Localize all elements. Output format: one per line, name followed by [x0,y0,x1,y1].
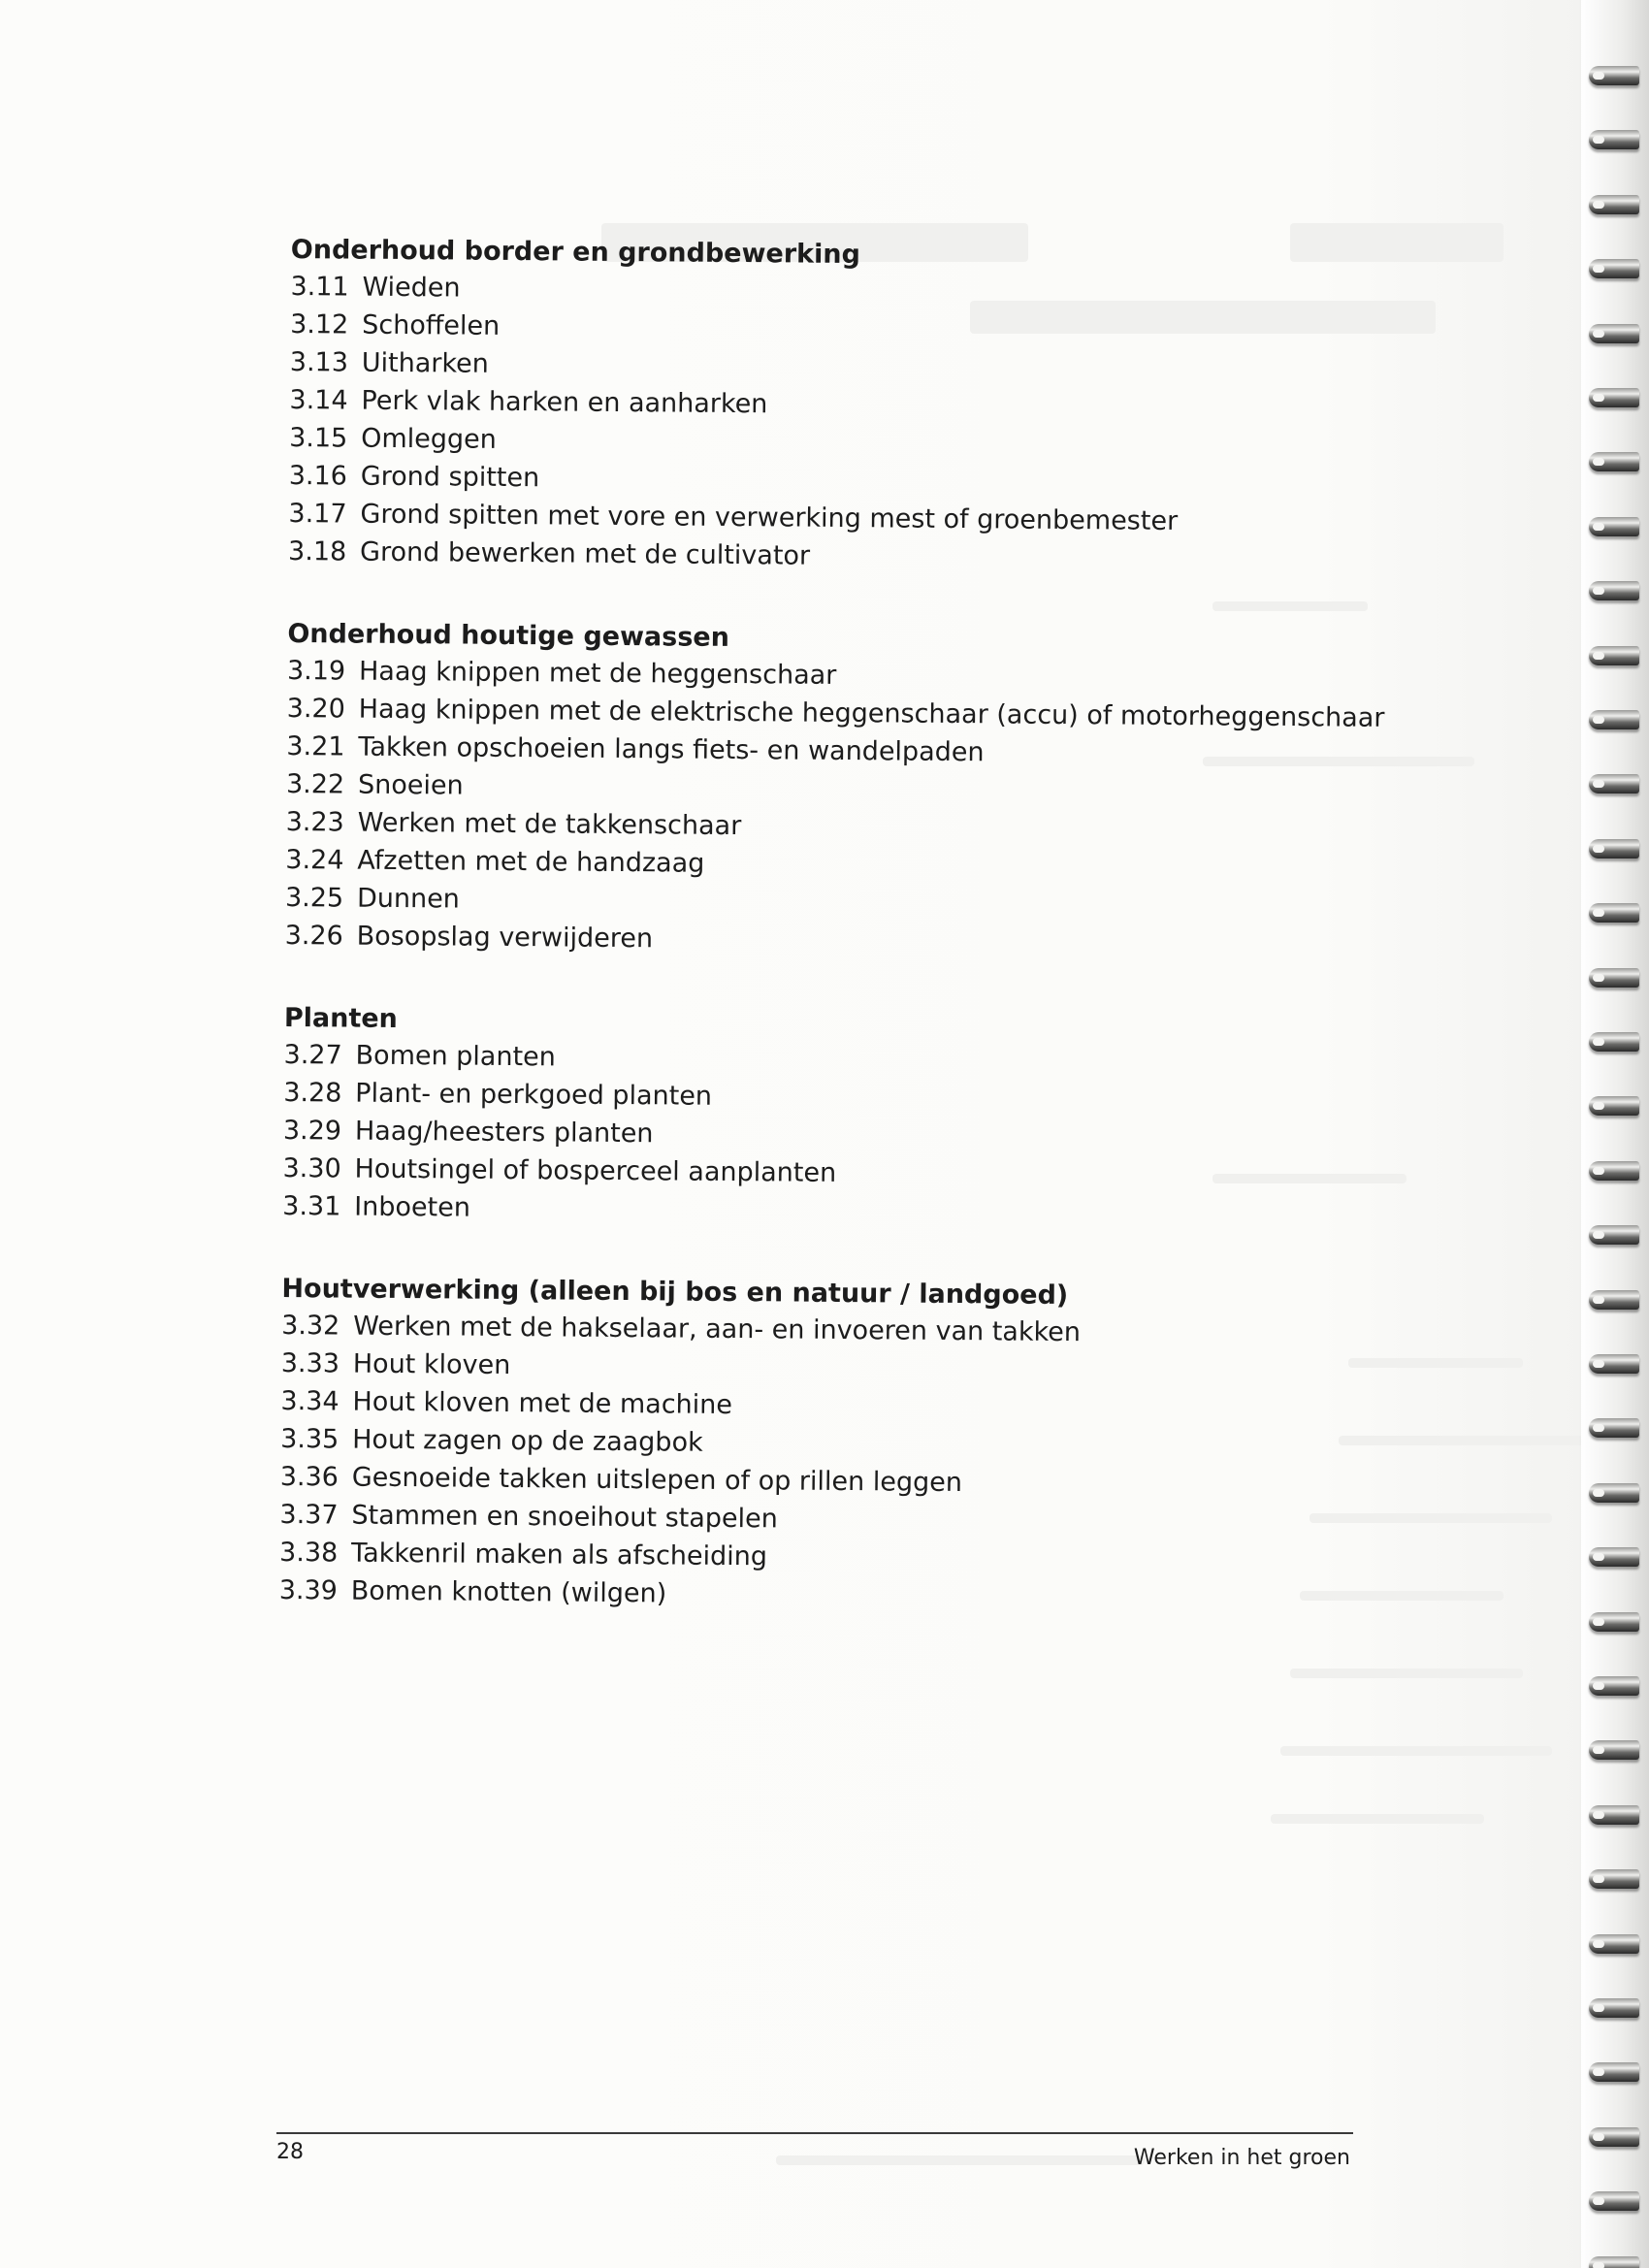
binding-ring [1589,1483,1639,1503]
section [282,1001,1361,1235]
binding-ring [1589,2191,1639,2211]
section-title: Houtverwerking (alleen bij bos en natuur / landgoed) [281,1273,1069,1312]
binding-ring [1589,903,1639,923]
list-item [285,917,1362,964]
binding-ring [1589,1225,1639,1245]
section-title: Onderhoud houtige gewassen [287,618,730,653]
item-number: 3.35 [280,1423,340,1455]
footer-book-title: Werken in het groen [1133,2146,1350,2170]
item-text: Grond bewerken met de cultivator [359,536,811,571]
item-text: Uitharken [361,347,489,379]
item-text: Werken met de hakselaar, aan- en invoeren van takken [353,1311,1082,1348]
item-text: Grond spitten met vore en verwerking mest of groenbemester [360,499,1179,536]
list-item [279,1571,1356,1619]
item-text: Schoffelen [362,309,501,341]
bleed-through-line [1271,1814,1484,1824]
binding-ring [1589,388,1639,407]
item-text: Stammen en snoeihout stapelen [351,1500,778,1535]
binding-ring [1589,324,1639,343]
item-number: 3.14 [289,384,348,416]
list-item [288,533,1365,580]
item-text: Omleggen [361,423,497,455]
bleed-through-line [1339,1436,1591,1445]
item-number: 3.26 [284,920,343,952]
bleed-through-line [1348,1358,1523,1368]
item-text: Perk vlak harken en aanharken [361,385,768,420]
item-number: 3.30 [282,1152,341,1184]
item-text: Hout kloven met de machine [352,1386,733,1421]
binding-ring [1589,710,1639,729]
item-number: 3.28 [283,1077,342,1109]
item-number: 3.22 [285,768,345,800]
item-number: 3.12 [290,308,349,340]
section-title: Onderhoud border en grondbewerking [290,234,861,271]
item-number: 3.31 [282,1190,341,1222]
item-text: Dunnen [356,883,461,915]
binding-ring [1589,1418,1639,1438]
item-number: 3.36 [279,1461,340,1493]
list-item [282,1187,1359,1235]
item-number: 3.33 [280,1347,340,1379]
item-text: Haag/heesters planten [354,1116,654,1150]
item-number: 3.19 [286,655,346,687]
item-number: 3.38 [278,1537,339,1569]
item-number: 3.17 [288,498,347,530]
item-text: Wieden [362,272,461,304]
item-text: Gesnoeide takken uitslepen of op rillen leggen [351,1462,963,1499]
binding-ring [1589,1290,1639,1310]
item-text: Houtsingel of bosperceel aanplanten [354,1153,837,1188]
item-text: Grond spitten [360,461,540,494]
item-number: 3.37 [279,1499,339,1531]
section [288,233,1368,580]
binding-ring [1589,1096,1639,1116]
item-text: Haag knippen met de heggenschaar [358,656,837,691]
section-title: Planten [283,1002,399,1034]
binding-ring [1589,774,1639,794]
page-number: 28 [276,2140,304,2164]
item-number: 3.23 [285,806,344,838]
binding-ring [1589,1740,1639,1760]
binding-ring [1589,646,1639,665]
binding-ring [1589,1998,1639,2018]
binding-ring [1589,581,1639,600]
binding-ring [1589,2127,1639,2147]
item-number: 3.27 [283,1039,342,1071]
binding-ring [1589,2256,1639,2268]
section [284,617,1385,964]
item-number: 3.39 [278,1574,339,1606]
spiral-binding [1581,0,1649,2268]
item-text: Snoeien [357,769,464,801]
item-number: 3.21 [286,730,345,762]
binding-ring [1589,452,1639,471]
footer-divider [276,2132,1353,2134]
item-text: Bosopslag verwijderen [356,921,654,955]
bleed-through-line [776,2155,1145,2165]
item-text: Takken opschoeien langs fiets- en wandelpaden [358,731,985,768]
item-number: 3.16 [288,460,348,492]
item-text: Hout zagen op de zaagbok [352,1424,703,1458]
item-number: 3.15 [289,422,348,454]
binding-ring [1589,1934,1639,1954]
binding-ring [1589,2062,1639,2082]
section [279,1272,1359,1619]
item-number: 3.13 [289,346,349,378]
binding-ring [1589,195,1639,214]
bleed-through-line [1280,1746,1552,1756]
binding-ring [1589,839,1639,859]
binding-ring [1589,1161,1639,1181]
item-text: Inboeten [354,1191,471,1223]
item-number: 3.32 [281,1310,340,1342]
binding-ring [1589,1032,1639,1052]
binding-ring [1589,1547,1639,1567]
item-text: Plant- en perkgoed planten [355,1078,713,1112]
activity-list [278,233,1385,1666]
bleed-through-line [1290,1669,1523,1678]
binding-ring [1589,1354,1639,1374]
item-number: 3.34 [280,1385,340,1417]
binding-ring [1589,1869,1639,1889]
item-number: 3.25 [284,882,344,914]
binding-ring [1589,517,1639,536]
item-number: 3.29 [282,1115,342,1147]
binding-ring [1589,1805,1639,1825]
binding-ring [1589,259,1639,278]
item-number: 3.18 [287,535,347,567]
item-number: 3.11 [290,271,349,303]
item-text: Bomen planten [355,1040,556,1073]
item-text: Afzetten met de handzaag [357,845,705,879]
binding-ring [1589,1612,1639,1632]
binding-ring [1589,1676,1639,1696]
item-number: 3.24 [285,844,344,876]
item-number: 3.20 [286,693,345,725]
item-text: Bomen knotten (wilgen) [350,1575,667,1609]
binding-ring [1589,968,1639,988]
item-text: Hout kloven [352,1348,511,1381]
item-text: Werken met de takkenschaar [357,807,742,842]
binding-ring [1589,130,1639,149]
binding-ring [1589,66,1639,85]
item-text: Takkenril maken als afscheiding [350,1538,768,1572]
item-text: Haag knippen met de elektrische heggenschaar (accu) of motorheggenschaar [358,694,1385,733]
